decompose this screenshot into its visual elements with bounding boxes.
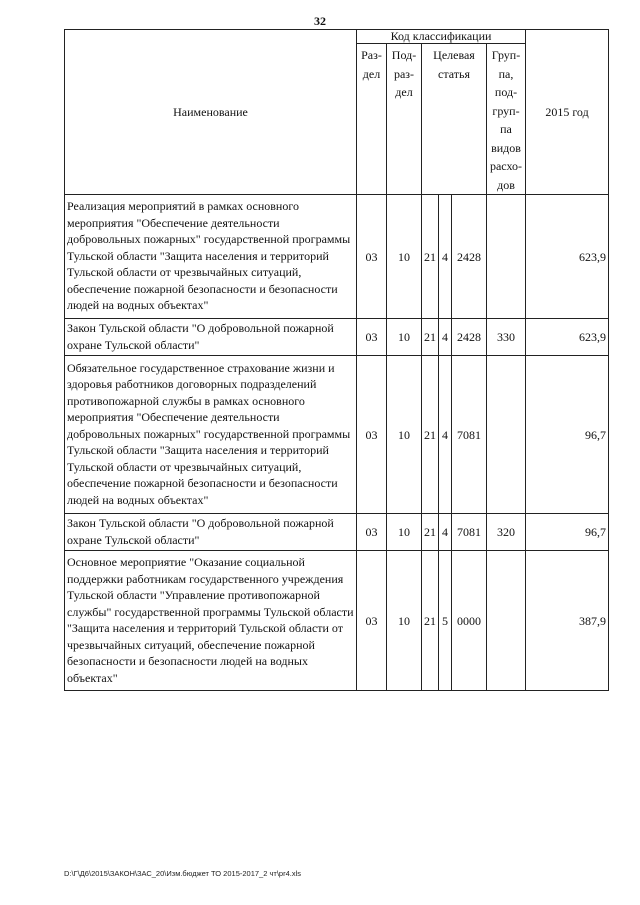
row-amount: 96,7 <box>526 356 609 514</box>
row-amount: 623,9 <box>526 319 609 356</box>
row-razdel: 03 <box>357 195 387 319</box>
row-razdel: 03 <box>357 514 387 551</box>
table-row <box>65 195 609 319</box>
row-name: Реализация мероприятий в рамках основного мероприятия "Обеспечение деятельности добровольных пожарных" государственной программы Тульской области "Защита населения и территорий Тульской области от чрезвычайных ситуаций, обеспечение пожарной безопасности и безопасности людей на водных объектах" <box>65 195 357 319</box>
row-razdel: 03 <box>357 551 387 691</box>
row-podrazdel: 10 <box>387 356 422 514</box>
row-vr <box>487 195 526 319</box>
row-ts1: 21 <box>422 514 439 551</box>
header-podrazdel: Под- раз- дел <box>387 44 422 195</box>
header-tselevaya: Целевая статья <box>422 44 487 195</box>
row-ts2: 4 <box>439 514 452 551</box>
page-number: 32 <box>314 14 326 28</box>
row-vr: 330 <box>487 319 526 356</box>
header-name: Наименование <box>65 30 357 195</box>
row-amount: 96,7 <box>526 514 609 551</box>
header-gruppa: Груп- па, под- груп- па видов расхо- дов <box>487 44 526 195</box>
header-razdel: Раз- дел <box>357 44 387 195</box>
row-vr <box>487 356 526 514</box>
budget-table <box>64 29 609 691</box>
row-ts3: 2428 <box>452 195 487 319</box>
row-amount: 623,9 <box>526 195 609 319</box>
table-row <box>65 319 609 356</box>
row-ts3: 7081 <box>452 514 487 551</box>
row-razdel: 03 <box>357 319 387 356</box>
row-name: Закон Тульской области "О добровольной пожарной охране Тульской области" <box>65 319 357 356</box>
row-ts1: 21 <box>422 195 439 319</box>
row-ts3: 0000 <box>452 551 487 691</box>
row-ts2: 4 <box>439 356 452 514</box>
row-ts2: 4 <box>439 319 452 356</box>
row-ts3: 7081 <box>452 356 487 514</box>
row-razdel: 03 <box>357 356 387 514</box>
table-row <box>65 514 609 551</box>
row-name: Закон Тульской области "О добровольной пожарной охране Тульской области" <box>65 514 357 551</box>
row-ts1: 21 <box>422 356 439 514</box>
table-row <box>65 551 609 691</box>
header-code: Код классификации <box>357 30 526 44</box>
row-vr <box>487 551 526 691</box>
row-podrazdel: 10 <box>387 195 422 319</box>
row-name: Основное мероприятие "Оказание социальной поддержки работникам государственного учреждения Тульской области "Управление противопожарной службы" государственной программы Тульской области "Защита населения и территорий Тульской области от чрезвычайных ситуаций, обеспечение пожарной безопасности и безопасности людей на водных объектах" <box>65 551 357 691</box>
row-ts2: 5 <box>439 551 452 691</box>
row-ts2: 4 <box>439 195 452 319</box>
footer-file-path: D:\Г\Д6\2015\ЗАКОН\ЗАС_20\Изм.бюджет ТО 2015-2017_2 чт\pr4.xls <box>64 869 301 878</box>
row-podrazdel: 10 <box>387 319 422 356</box>
row-podrazdel: 10 <box>387 551 422 691</box>
row-amount: 387,9 <box>526 551 609 691</box>
row-podrazdel: 10 <box>387 514 422 551</box>
row-name: Обязательное государственное страхование жизни и здоровья работников договорных подразделений противопожарной службы в рамках основного мероприятия "Обеспечение деятельности добровольных пожарных" государственной программы Тульской области "Защита населения и территорий Тульской области от чрезвычайных ситуаций, обеспечение пожарной безопасности и безопасности людей на водных объектах" <box>65 356 357 514</box>
table-row <box>65 356 609 514</box>
row-ts1: 21 <box>422 319 439 356</box>
row-ts3: 2428 <box>452 319 487 356</box>
header-year: 2015 год <box>526 30 609 195</box>
row-ts1: 21 <box>422 551 439 691</box>
row-vr: 320 <box>487 514 526 551</box>
